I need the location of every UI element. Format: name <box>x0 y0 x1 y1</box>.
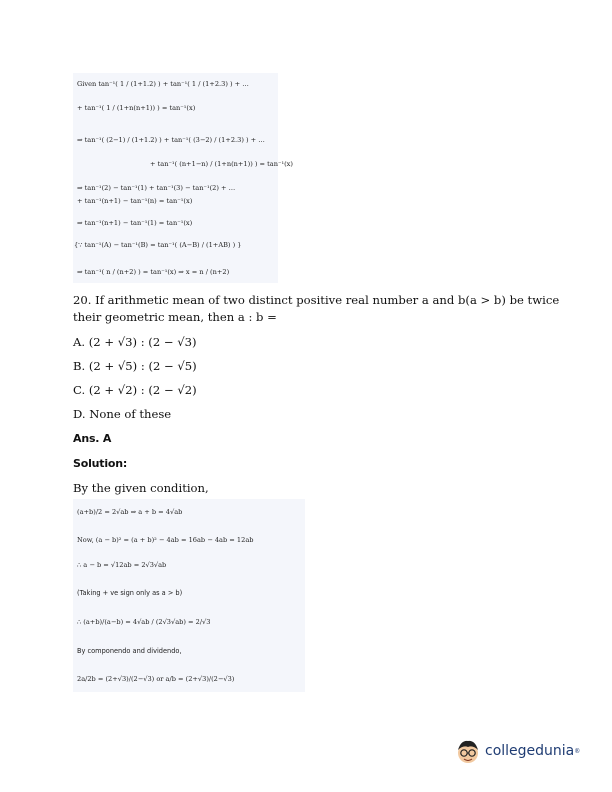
math-line: ⇒ tan⁻¹( (2−1) / (1+1.2) ) + tan⁻¹( (3−2) / (1+2.3) ) + … <box>77 136 265 144</box>
question-line-1: 20. If arithmetic mean of two distinct positive real number a and b(a > b) be twice <box>73 293 560 307</box>
math-line: ∴ (a+b)/(a−b) = 4√ab / (2√3√ab) = 2/√3 <box>77 618 211 626</box>
brand-mark: ® <box>574 747 581 755</box>
answer-label: Ans. A <box>73 432 112 445</box>
brand-logo <box>455 738 580 764</box>
math-line: ⇒ tan⁻¹(2) − tan⁻¹(1) + tan⁻¹(3) − tan⁻¹(2) + … <box>77 184 236 192</box>
math-line: + tan⁻¹( 1 / (1+n(n+1)) ) = tan⁻¹(x) <box>77 104 196 112</box>
mascot-icon <box>455 738 481 764</box>
solution-heading: Solution: <box>73 457 128 470</box>
math-line: {∵ tan⁻¹(A) − tan⁻¹(B) = tan⁻¹( (A−B) / (1+AB) ) } <box>74 241 242 249</box>
math-note: By componendo and dividendo, <box>77 647 182 655</box>
math-line: ∴ a − b = √12ab = 2√3√ab <box>77 561 167 569</box>
math-line: ⇒ tan⁻¹(n+1) − tan⁻¹(1) = tan⁻¹(x) <box>77 219 193 227</box>
option-a: A. (2 + √3) : (2 − √3) <box>73 335 197 349</box>
math-line: + tan⁻¹(n+1) − tan⁻¹(n) = tan⁻¹(x) <box>77 197 193 205</box>
math-line: (a+b)/2 = 2√ab ⇒ a + b = 4√ab <box>77 508 183 516</box>
solution-intro: By the given condition, <box>73 481 209 495</box>
option-b: B. (2 + √5) : (2 − √5) <box>73 359 197 373</box>
brand-name: collegedunia <box>485 743 575 759</box>
math-line: Given tan⁻¹( 1 / (1+1.2) ) + tan⁻¹( 1 / (1+2.3) ) + … <box>77 80 249 88</box>
math-line: + tan⁻¹( (n+1−n) / (1+n(n+1)) ) = tan⁻¹(x) <box>150 160 293 168</box>
math-line: ⇒ tan⁻¹( n / (n+2) ) = tan⁻¹(x) ⇒ x = n / (n+2) <box>77 268 230 276</box>
option-d: D. None of these <box>73 407 172 421</box>
math-note: (Taking + ve sign only as a > b) <box>77 589 183 597</box>
option-c: C. (2 + √2) : (2 − √2) <box>73 383 197 397</box>
math-line: 2a/2b = (2+√3)/(2−√3) or a/b = (2+√3)/(2−√3) <box>77 675 235 683</box>
math-line: Now, (a − b)² = (a + b)² − 4ab = 16ab − 4ab = 12ab <box>77 536 254 544</box>
question-line-2: their geometric mean, then a : b = <box>73 310 277 324</box>
